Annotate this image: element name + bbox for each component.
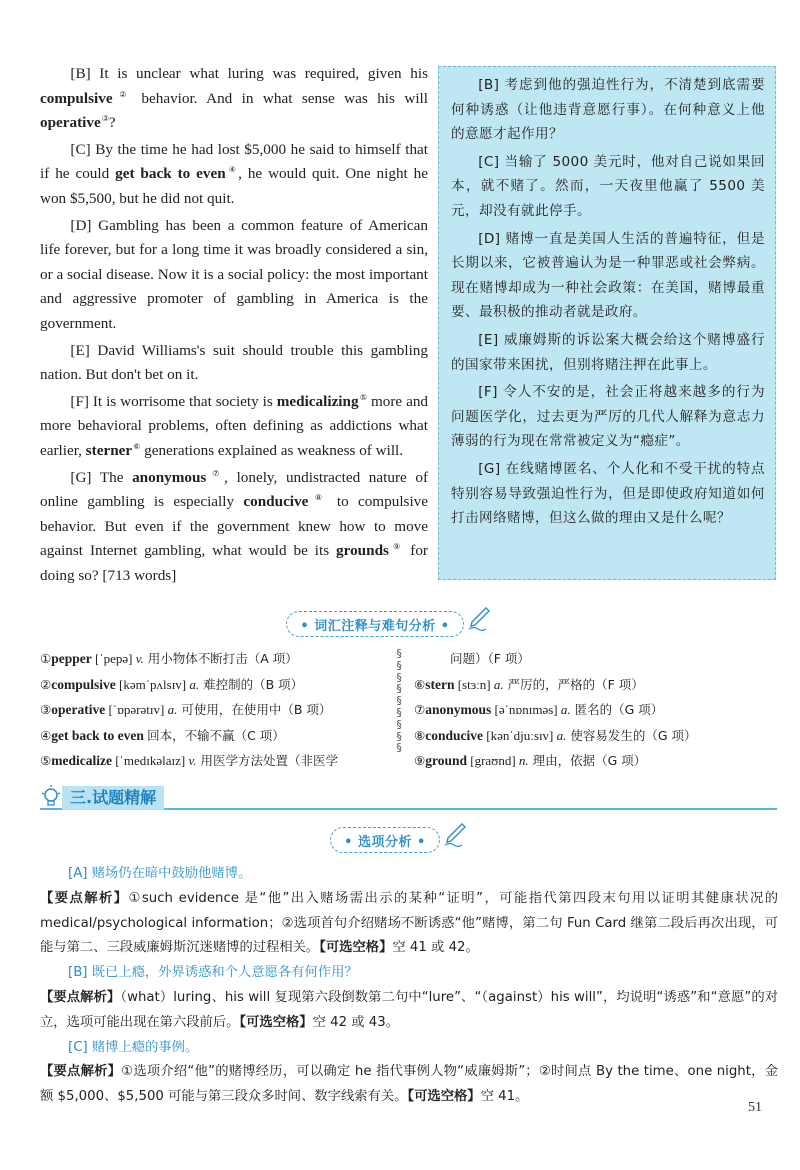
vocab-def: 难控制的（B 项） (199, 676, 304, 692)
vocab-pos: a. (493, 676, 504, 692)
analysis-text: ①such evidence 是“他”出入赌场需出示的某种“证明”，可能指代第四段末句用以证明其健康状况的 medical/psychological information；②选项首句介绍赌场不断诱惑“他”赌博，第二句 Fun Card 继第二段后再次出现，可能与第二、三段威廉姆斯沉迷赌博的过程相关。 (40, 890, 778, 956)
english-passage (40, 62, 428, 588)
analysis-text: ①选项介绍“他”的赌博经历，可以确定 he 指代事例人物“威廉姆斯”；②时间点 By the time、one night，金额 $5,000、$5,500 可能与第三段众多时间、数字线索有关。 (40, 1064, 778, 1105)
vocab-num: ⑧ (414, 727, 426, 743)
vocab-word: conducive (243, 493, 309, 511)
vocab-item (40, 672, 385, 698)
para-label: [E] (70, 341, 90, 359)
vocab-section-header: • 词汇注释与难句分析 • (286, 611, 464, 637)
vocab-word: operative (40, 114, 101, 132)
section-title: 三.试题精解 (62, 786, 164, 810)
vocab-num: ⑥ (414, 676, 426, 692)
zh-paragraph-c: [C] 当输了 5000 美元时，他对自己说如果回本，就不赌了。然而，一天夜里他赢了 5500 美元，却没有就此停手。 (451, 153, 765, 219)
text: to compulsive behavior. But even if the government knew how to move against Internet gambling, what would be its (40, 493, 428, 560)
vocab-term: operative (51, 702, 106, 718)
options-analysis-header: • 选项分析 • (330, 827, 440, 853)
vocab-num: ⑦ (414, 702, 426, 718)
text: more and more behavioral problems, often defining as addictions what earlier, (40, 392, 429, 459)
paragraph-c (40, 138, 428, 212)
para-label: [F] (70, 392, 89, 410)
vocab-item (40, 748, 385, 774)
vocab-def: 理由，依据（G 项） (528, 753, 647, 769)
zh-paragraph-f: [F] 令人不安的是，社会正将越来越多的行为问题医学化，过去更为严厉的几代人解释为意志力薄弱的行为现在常常被定义为“瘾症”。 (451, 384, 765, 450)
vocab-term: get back to even (51, 727, 144, 743)
vocab-pos: a. (189, 676, 200, 692)
para-label: [C] (70, 140, 91, 158)
option-title-b: [B] 既已上瘾，外界诱惑和个人意愿各有何作用？ (68, 965, 358, 981)
para-label: [B] (70, 65, 91, 82)
vocab-pos: n. (518, 753, 529, 769)
vocab-def: 使容易发生的（G 项） (566, 727, 697, 743)
vocab-pos: a. (167, 702, 178, 718)
footnote-mark: ④ (226, 165, 239, 175)
option-analysis-c (40, 1060, 778, 1110)
vocab-term: anonymous (425, 702, 492, 718)
vocab-list-left (40, 646, 385, 774)
pen-icon (466, 606, 490, 632)
text: ? (108, 114, 116, 132)
text: By the time he had lost $5,000 he said to himself that if he could (40, 140, 428, 183)
vocab-num: ① (40, 651, 52, 666)
vocab-pos: v. (188, 753, 197, 769)
zh-paragraph-g: [G] 在线赌博匿名、个人化和不受干扰的特点特别容易导致强迫性行为，但是即使政府知道如何打击网络赌博，但这么做的理由又是什么呢？ (451, 460, 765, 527)
spiral-divider: § § § § § § § § § (395, 647, 403, 755)
option-analysis-a (40, 887, 778, 961)
vocab-term: stern (425, 676, 455, 692)
vocab-def: 回本，不输不赢（C 项） (147, 727, 285, 743)
vocab-word: sterner (85, 441, 133, 459)
vocab-item (40, 646, 385, 672)
options-analysis (40, 862, 778, 1110)
vocab-item (414, 723, 784, 749)
vocab-num: ⑤ (40, 753, 52, 769)
option-title-a: [A] 赌场仍在暗中鼓励他赌博。 (68, 866, 252, 881)
chinese-translation-box (438, 66, 776, 580)
vocab-term: conducive (425, 727, 483, 743)
analysis-tag: 【要点解析】 (40, 1064, 122, 1080)
analysis-text: 空 41。 (480, 1089, 529, 1105)
analysis-tag: 【可选空格】 (407, 1089, 481, 1105)
text: David Williams's suit should trouble this gambling nation. But don't bet on it. (40, 341, 428, 384)
analysis-tag: 【要点解析】 (40, 890, 129, 906)
vocab-item (414, 748, 784, 774)
analysis-text: 空 42 或 43。 (312, 1014, 400, 1030)
vocab-def: 用医学方法处置（非医学 (196, 753, 339, 769)
para-label: [G] (70, 468, 92, 486)
paragraph-b (40, 62, 428, 136)
vocab-ipa: [ˈɒpərətɪv] (105, 702, 168, 718)
vocab-word: grounds (336, 542, 389, 560)
option-analysis-b (40, 986, 778, 1036)
option-title-c: [C] 赌博上瘾的事例。 (68, 1039, 199, 1055)
vocab-ipa: [stɜːn] (454, 676, 494, 692)
text: , he would quit. One night he won $5,500, but he did not quit. (40, 165, 429, 207)
vocab-list-right (414, 646, 784, 774)
vocab-ipa: [kəmˈpʌlsɪv] (115, 676, 190, 692)
vocab-pos: v. (135, 651, 144, 666)
analysis-tag: 【要点解析】 (40, 989, 121, 1005)
lightbulb-icon (40, 784, 62, 810)
vocab-item (414, 697, 784, 723)
vocab-term: ground (425, 753, 467, 769)
vocab-term: compulsive (51, 676, 116, 692)
vocab-ipa: [əˈnɒnɪməs] (491, 702, 561, 718)
vocab-num: ④ (40, 727, 52, 743)
vocab-num: ⑨ (414, 753, 426, 769)
vocab-item (414, 646, 784, 672)
text: generations explained as weakness of will. (140, 441, 404, 459)
analysis-tag: 【可选空格】 (319, 940, 393, 956)
text: It is unclear what luring was required, given his (90, 65, 428, 82)
text: , lonely, undistracted nature of online gambling is especially (40, 468, 429, 511)
vocab-item (414, 672, 784, 698)
pen-icon (442, 822, 466, 848)
vocab-term: pepper (51, 651, 92, 666)
vocab-def: 严厉的，严格的（F 项） (503, 676, 644, 692)
vocab-ipa: [ˈmedɪkəlaɪz] (111, 753, 189, 769)
footnote-mark: ⑧ (309, 493, 328, 503)
footnote-mark: ⑤ (359, 392, 368, 402)
paragraph-d (40, 214, 428, 337)
text: for doing so? [713 words] (40, 542, 428, 584)
paragraph-g (40, 466, 428, 589)
text: Gambling has been a common feature of American life forever, but for a long time it was broadly considered a sin, or a social disease. Now it is a social policy: the most important and aggressive promoter of gambling in America is the government. (40, 216, 428, 332)
vocab-def: 可使用，在使用中（B 项） (177, 702, 332, 718)
text: behavior. And in what sense was his will (132, 89, 428, 107)
paragraph-e (40, 339, 428, 388)
vocab-pos: a. (560, 702, 571, 718)
vocab-word: compulsive (40, 89, 113, 107)
analysis-text: （what）luring、his will 复现第六段倒数第二句中“lure”、“（against）his will”，均说明“诱惑”和“意愿”的对立，选项可能出现在第六段前后。 (40, 989, 779, 1030)
vocab-pos: a. (556, 727, 567, 743)
footnote-mark: ② (113, 89, 132, 99)
vocab-num: ③ (40, 702, 52, 718)
analysis-text: 空 41 或 42。 (392, 940, 479, 956)
para-label: [D] (70, 216, 92, 234)
vocab-item (40, 723, 385, 749)
paragraph-f (40, 390, 428, 464)
vocab-term: medicalize (51, 753, 112, 769)
footnote-mark: ⑦ (207, 468, 225, 478)
vocab-ipa: [kənˈdjuːsɪv] (482, 727, 557, 743)
vocab-word: get back to even (115, 165, 226, 183)
page-number: 51 (748, 1100, 762, 1115)
vocab-word: medicalizing (276, 392, 359, 410)
text: It is worrisome that society is (88, 392, 277, 410)
zh-paragraph-e: [E] 威廉姆斯的诉讼案大概会给这个赌博盛行的国家带来困扰，但别将赌注押在此事上。 (451, 331, 765, 373)
text: The (91, 468, 133, 486)
vocab-def: 问题）（F 项） (450, 651, 530, 666)
vocab-word: anonymous (132, 468, 207, 486)
zh-paragraph-d: [D] 赌博一直是美国人生活的普遍特征，但是长期以来，它被普遍认为是一种罪恶或社会弊病。现在赌博却成为一种社会政策：在美国，赌博最重要、最积极的推动者就是政府。 (451, 230, 765, 321)
vocab-ipa: [ˈpepə] (91, 651, 136, 666)
analysis-tag: 【可选空格】 (239, 1014, 313, 1030)
footnote-mark: ③ (101, 114, 109, 124)
vocab-item (40, 697, 385, 723)
zh-paragraph-b: [B] 考虑到他的强迫性行为，不清楚到底需要何种诱惑（让他违背意愿行事）。在何种意义上他的意愿才起作用？ (451, 77, 765, 143)
footnote-mark: ⑥ (133, 441, 141, 451)
vocab-num: ② (40, 676, 52, 692)
vocab-ipa: [graʊnd] (467, 753, 519, 769)
vocab-def: 用小物体不断打击（A 项） (143, 651, 298, 666)
vocab-def: 匿名的（G 项） (570, 702, 664, 718)
footnote-mark: ⑨ (389, 542, 404, 552)
